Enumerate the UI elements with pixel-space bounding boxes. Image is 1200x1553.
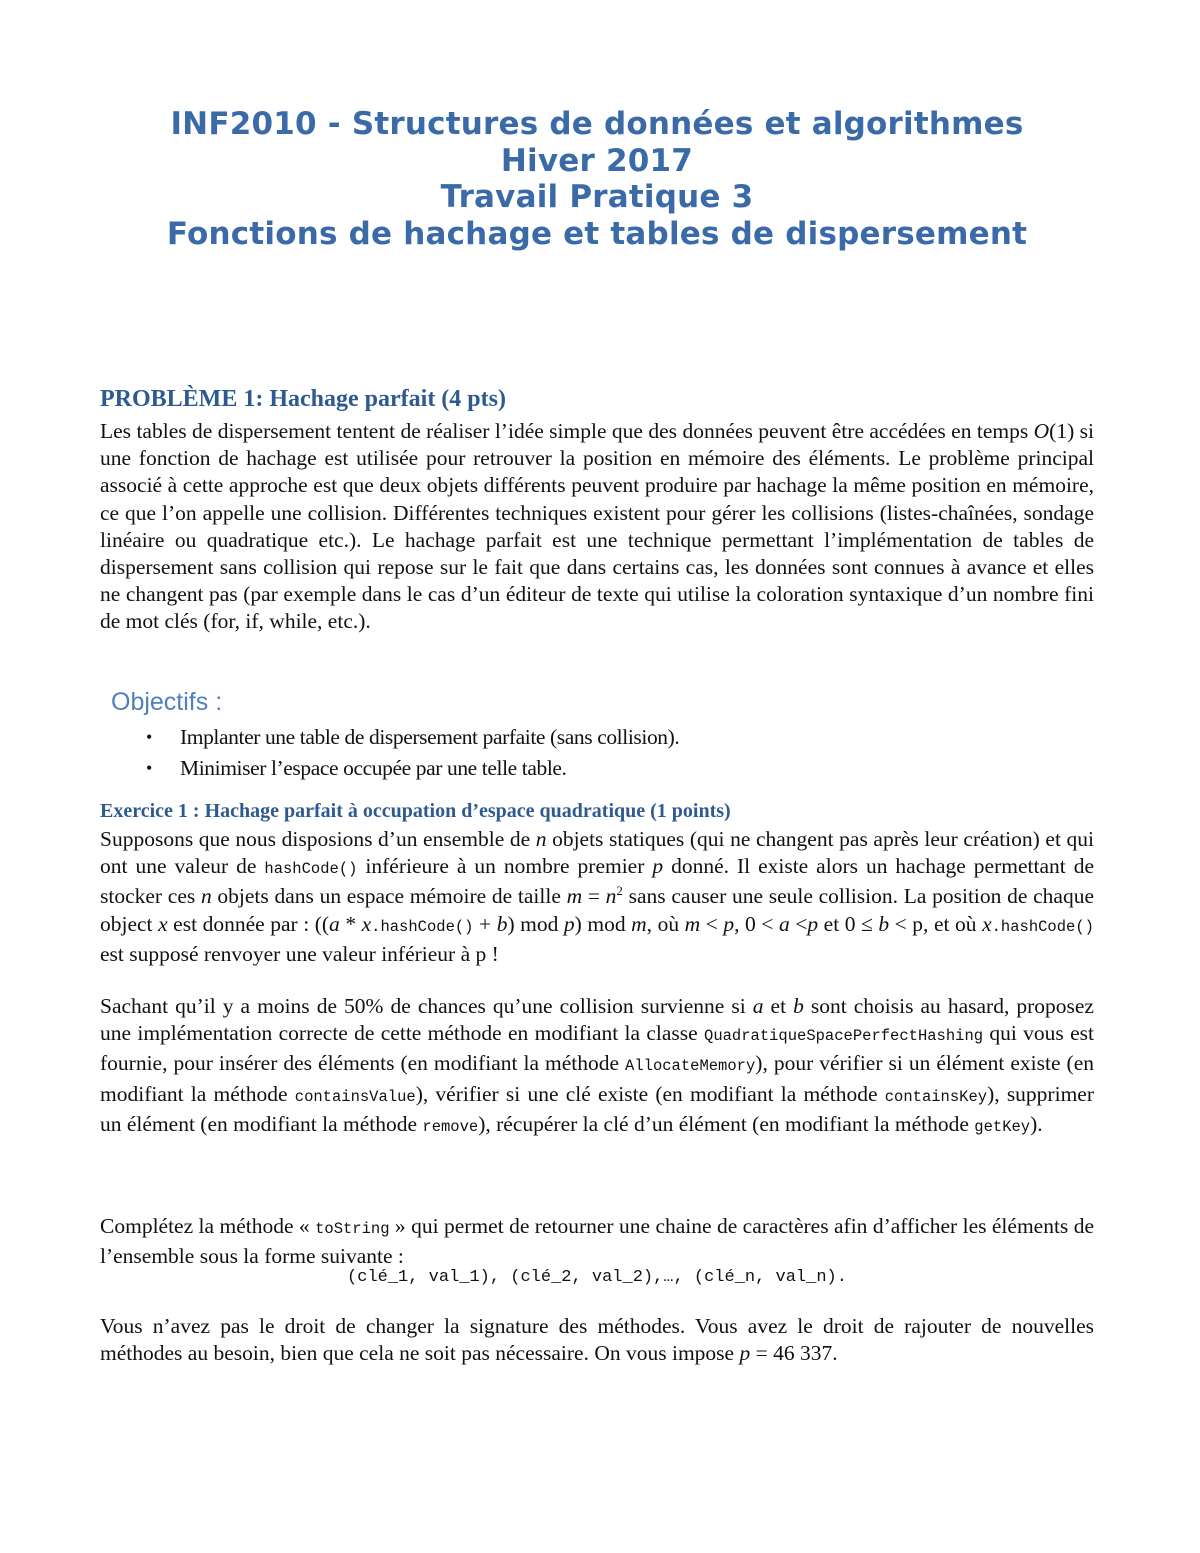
exercice1-paragraph-2: Sachant qu’il y a moins de 50% de chances qu’une collision survienne si a et b sont choisis au hasard, proposez une implémentation correcte de cette méthode en modifiant la classe QuadratiqueSpacePerfectHashing qui vous est fournie, pour insérer des éléments (en modifiant la méthode AllocateMemory), pour vérifier si un élément existe (en modifiant la méthode containsValue), vérifier si une clé existe (en modifiant la méthode containsKey), supprimer un élément (en modifiant la méthode remove), récupérer la clé d’un élément (en modifiant la méthode getKey). xyxy=(100,994,1094,1136)
problem1-intro: Les tables de dispersement tentent de réaliser l’idée simple que des données peuvent être accédées en temps O(1) si une fonction de hachage est utilisée pour retrouver la position en mémoire des éléments. Le problème principal associé à cette approche est que deux objets différents peuvent produire par hachage la même position en mémoire, ce que l’on appelle une collision. Différentes techniques existent pour gérer les collisions (listes-chaînées, sondage linéaire ou quadratique etc.). Le hachage parfait est une technique permettant l’implémentation de tables de dispersement sans collision qui repose sur le fait que dans certains cas, les données sont connues à avance et elles ne changent pas (par exemple dans le cas d’un éditeur de texte qui utilise la coloration syntaxique d’un nombre fini de mot clés (for, if, while, etc.). xyxy=(100,419,1094,634)
bullet-icon: • xyxy=(146,727,152,747)
topic-title: Fonctions de hachage et tables de dispersement xyxy=(166,215,1028,252)
bullet-icon: • xyxy=(146,758,152,778)
exercice1-paragraph-3: Complétez la méthode « toString » qui permet de retourner une chaine de caractères afin d’afficher les éléments de l’ensemble sous la forme suivante : xyxy=(100,1214,1095,1269)
exercice1-paragraph-1: Supposons que nous disposions d’un ensemble de n objets statiques (qui ne changent pas après leur création) et qui ont une valeur de hashCode() inférieure à un nombre premier p donné. Il existe alors un hachage permettant de stocker ces n objets dans un espace mémoire de taille $m = n^2$ sans causer une seule collision. La position de chaque object x est donnée par : ((a * x.hashCode() + b) mod p) mod m, où m < p, 0 < a <p et 0 ≤ b < p, et où x.hashCode() est supposé renvoyer une valeur inférieur à p ! xyxy=(100,827,1094,966)
title-block xyxy=(100,106,1094,252)
term-title: Hiver 2017 xyxy=(500,142,694,179)
list-item: • Minimiser l’espace occupée par une telle table. xyxy=(140,753,679,784)
objectifs-heading: Objectifs : xyxy=(111,688,223,716)
exercice1-paragraph-4: Vous n’avez pas le droit de changer la signature des méthodes. Vous avez le droit de rajouter de nouvelles méthodes au besoin, bien que cela ne soit pas nécessaire. On vous impose p = 46 337. xyxy=(100,1314,1094,1366)
exercice1-heading: Exercice 1 : Hachage parfait à occupation d’espace quadratique (1 points) xyxy=(100,800,731,822)
course-title: INF2010 - Structures de données et algorithmes xyxy=(170,106,1024,142)
list-item: • Implanter une table de dispersement parfaite (sans collision). xyxy=(140,722,679,753)
format-example-line: (clé_1, val_1), (clé_2, val_2),…, (clé_n, val_n). xyxy=(347,1268,847,1287)
problem1-heading: PROBLÈME 1: Hachage parfait (4 pts) xyxy=(100,386,506,412)
assignment-title: Travail Pratique 3 xyxy=(440,179,754,215)
objectifs-list xyxy=(140,722,679,784)
